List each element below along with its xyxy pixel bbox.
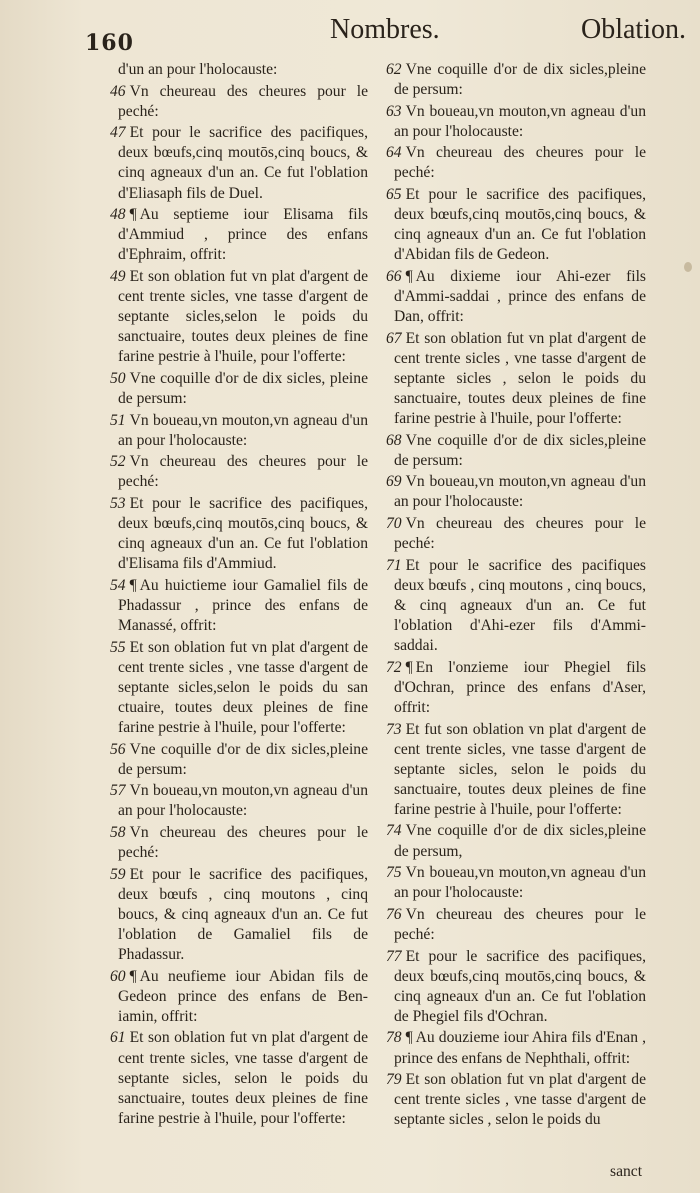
verse-text: Vn boueau,vn mouton,vn agneau d'un an pour l'holocauste: [394, 864, 646, 902]
page-number: 160 [85, 30, 134, 56]
verse-number: 68 [386, 431, 402, 449]
verse-text: Et son oblation fut vn plat d'argent de cent trente sicles , vne tasse d'argent de septante sicles,selon le poids du san ctuaire, toutes deux pleines de fine farine pestrie à l'huile, pour l'offerte: [118, 638, 368, 736]
verse [110, 967, 368, 1027]
verse [386, 556, 646, 656]
verse-text: Vne coquille d'or de dix sicles,pleine de persum: [118, 740, 368, 778]
left-text-column [110, 60, 368, 1130]
verse-number: 78 [386, 1029, 402, 1047]
verse [110, 205, 368, 265]
verse-number: 56 [110, 740, 126, 758]
verse [386, 947, 646, 1027]
verse [110, 576, 368, 636]
verse-text: Et pour le sacrifice des pacifiques, deux bœufs,cinq moutōs,cinq boucs, & cinq agneaux d'un an. Ce fut l'oblation d'Elisama fils d'Ammiud. [118, 494, 368, 573]
verse-number: 53 [110, 494, 126, 512]
verse-text: En l'onzieme iour Phegiel fils d'Ochran, prince des enfans d'Aser, offrit: [394, 658, 646, 716]
verse-number: 55 [110, 638, 126, 656]
verse-number: 71 [386, 556, 402, 574]
verse [110, 411, 368, 451]
verse [110, 267, 368, 367]
verse [110, 369, 368, 409]
verse [386, 329, 646, 429]
verse [110, 823, 368, 863]
verse-text: Et pour le sacrifice des pacifiques, deux bœufs,cinq moutōs,cinq boucs, & cinq agneaux d'un an. Ce fut l'oblation d'Eliasaph fils de Duel. [118, 124, 368, 202]
verse-text: Vne coquille d'or de dix sicles,pleine de persum, [394, 822, 646, 860]
verse-text: Au huictieme iour Gamaliel fils de Phadassur , prince des enfans de Manassé, offrit: [118, 576, 368, 635]
verse-number: 58 [110, 823, 126, 841]
pilcrow-icon: ¶ [129, 576, 137, 594]
verse-number: 51 [110, 411, 126, 429]
pilcrow-icon: ¶ [129, 967, 137, 985]
verse [386, 514, 646, 554]
verse-number: 46 [110, 82, 126, 100]
verse-text: Vn cheureau des cheures pour le peché: [118, 823, 368, 862]
verse [386, 267, 646, 327]
verse-text: Vne coquille d'or de dix sicles,pleine de persum: [394, 61, 646, 99]
verse-number: 60 [110, 967, 126, 985]
verse-number: 57 [110, 782, 126, 800]
verse [386, 1028, 646, 1068]
verse-text: Vn cheureau des cheures pour le peché: [394, 905, 646, 943]
verse-number: 76 [386, 905, 402, 923]
verse-text: Et son oblation fut vn plat d'argent de cent trente sicles , vne tasse d'argent de septante sicles , selon le poids du [394, 1071, 646, 1129]
verse [386, 658, 646, 718]
verse-number: 66 [386, 267, 402, 285]
verse-text: Au neufieme iour Abidan fils de Gedeon prince des enfans de Ben-iamin, offrit: [118, 967, 368, 1025]
verse-number: 64 [386, 144, 402, 162]
right-text-column [386, 60, 646, 1132]
verse-text: Vn boueau,vn mouton,vn agneau d'un an pour l'holocauste: [394, 102, 646, 140]
verse-number: 69 [386, 473, 402, 491]
verse [110, 781, 368, 821]
verse-number: 59 [110, 865, 126, 883]
verse-text: Et pour le sacrifice des pacifiques, deux bœufs,cinq moutōs,cinq boucs, & cinq agneaux d'un an. Ce fut l'oblation d'Abidan fils de Gedeon. [394, 186, 646, 264]
verse-text: d'un an pour l'holocauste: [118, 61, 278, 78]
verse-text: Et pour le sacrifice des pacifiques deux bœufs , cinq moutons , cinq boucs, & cinq agneaux d'un an. Ce fut l'oblation d'Ahi-ezer fils d'Ammi-saddai. [394, 556, 646, 655]
pilcrow-icon: ¶ [405, 267, 413, 285]
verse [110, 494, 368, 574]
verse-number: 50 [110, 369, 126, 387]
running-head: Oblation. [581, 14, 686, 45]
verse-number: 49 [110, 267, 126, 285]
verse-text: Vn boueau,vn mouton,vn agneau d'un an pour l'holocauste: [118, 411, 368, 449]
verse-text: Vn cheureau des cheures pour le peché: [394, 515, 646, 553]
verse [386, 60, 646, 100]
verse-text: Vn cheureau des cheures pour le peché: [118, 82, 368, 120]
verse-text: Et fut son oblation vn plat d'argent de cent trente sicles, vne tasse d'argent de septante sicles, selon le poids du sanctuaire, toutes deux pleines de fine farine pestrie à l'huile, pour l'offerte: [394, 720, 646, 818]
verse [386, 143, 646, 183]
verse-number: 72 [386, 658, 402, 676]
pilcrow-icon: ¶ [129, 206, 137, 224]
verse-number: 63 [386, 102, 402, 120]
verse-number: 48 [110, 206, 126, 224]
verse [386, 431, 646, 471]
verse [386, 821, 646, 861]
verse-text: Et son oblation fut vn plat d'argent de cent trente sicles , vne tasse d'argent de septante sicles , selon le poids du sanctuaire, toutes deux pleines de fine farine pestrie à l'huile, pour l'offerte: [394, 329, 646, 428]
verse-text: Et pour le sacrifice des pacifiques, deux bœufs , cinq moutons , cinq boucs, & cinq agneaux d'un an. Ce fut l'oblation de Gamaliel fils de Phadassur. [118, 865, 368, 964]
verse-number: 70 [386, 515, 402, 533]
verse [110, 865, 368, 965]
book-title: Nombres. [330, 14, 440, 45]
verse-text: Vn cheureau des cheures pour le peché: [118, 453, 368, 491]
verse [386, 1070, 646, 1130]
verse [386, 905, 646, 945]
verse [110, 452, 368, 492]
verse-text: Et son oblation fut vn plat d'argent de cent trente sicles, vne tasse d'argent de septante sicles, selon le poids du sanctuaire, toutes deux pleines de fine farine pestrie à l'huile, pour l'offerte: [118, 1029, 368, 1127]
verse [110, 82, 368, 122]
verse-text: Vn boueau,vn mouton,vn agneau d'un an pour l'holocauste: [118, 782, 368, 820]
verse [386, 102, 646, 142]
verse-text: Et pour le sacrifice des pacifiques, deux bœufs,cinq moutōs,cinq boucs, & cinq agneaux d'un an. Ce fut l'oblation de Phegiel fils d'Ochran. [394, 947, 646, 1025]
verse-number: 52 [110, 453, 126, 471]
verse [110, 123, 368, 203]
verse [386, 720, 646, 820]
verse [118, 60, 368, 80]
verse [110, 1028, 368, 1128]
verse-number: 47 [110, 124, 126, 142]
verse-number: 65 [386, 186, 402, 204]
pilcrow-icon: ¶ [405, 658, 413, 676]
verse-text: Et son oblation fut vn plat d'argent de cent trente sicles, vne tasse d'argent de septante sicles,selon le poids du sanctuaire, toutes deux pleines de fine farine pestrie à l'huile, pour l'offerte: [118, 267, 368, 366]
verse-text: Vn boueau,vn mouton,vn agneau d'un an pour l'holocauste: [394, 473, 646, 511]
verse-text: Au dixieme iour Ahi-ezer fils d'Ammi-saddai , prince des enfans de Dan, offrit: [394, 267, 646, 326]
verse-text: Vne coquille d'or de dix sicles, pleine de persum: [118, 369, 368, 407]
verse-text: Vn cheureau des cheures pour le peché: [394, 144, 646, 182]
verse [386, 863, 646, 903]
verse-number: 75 [386, 864, 402, 882]
verse-text: Vne coquille d'or de dix sicles,pleine de persum: [394, 431, 646, 469]
verse-number: 73 [386, 720, 402, 738]
verse-number: 67 [386, 329, 402, 347]
catchword: sanct [610, 1163, 643, 1180]
verse [386, 472, 646, 512]
verse-number: 74 [386, 822, 402, 840]
verse-number: 61 [110, 1029, 126, 1047]
verse [110, 740, 368, 780]
pilcrow-icon: ¶ [405, 1029, 413, 1047]
paper-stain [684, 262, 692, 272]
verse [110, 638, 368, 738]
verse [386, 185, 646, 265]
verse-number: 62 [386, 61, 402, 78]
verse-number: 79 [386, 1071, 402, 1089]
verse-number: 54 [110, 576, 126, 594]
verse-number: 77 [386, 947, 402, 965]
verse-text: Au douzieme iour Ahira fils d'Enan , prince des enfans de Nephthali, offrit: [394, 1029, 646, 1067]
verse-text: Au septieme iour Elisama fils d'Ammiud , prince des enfans d'Ephraim, offrit: [118, 206, 368, 264]
